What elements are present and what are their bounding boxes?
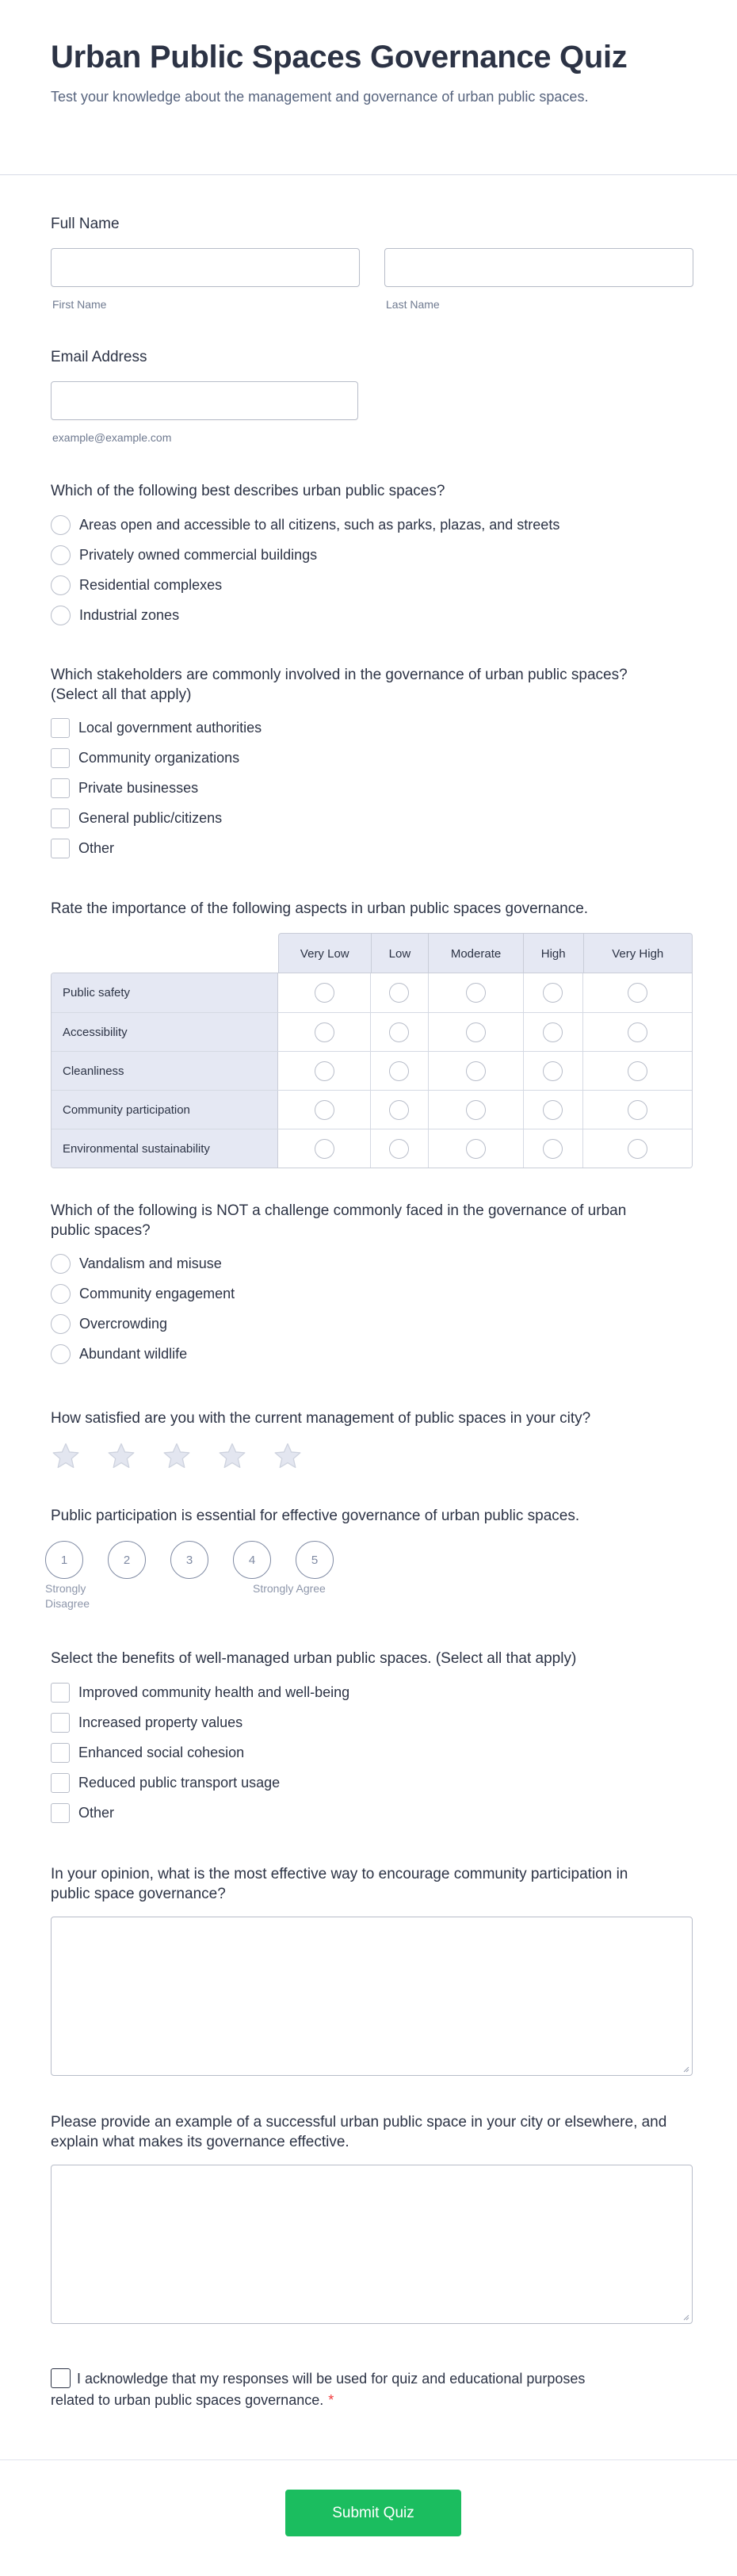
matrix-cell bbox=[428, 1129, 523, 1168]
q9-textarea[interactable] bbox=[51, 2165, 693, 2324]
option-label: General public/citizens bbox=[78, 809, 223, 826]
matrix-radio-button[interactable] bbox=[315, 983, 334, 1003]
checkbox[interactable] bbox=[51, 839, 70, 858]
radio-button[interactable] bbox=[51, 1254, 71, 1274]
matrix-row-label: Cleanliness bbox=[52, 1052, 278, 1090]
matrix-radio-button[interactable] bbox=[466, 1100, 486, 1120]
option-label: Privately owned commercial buildings bbox=[79, 546, 318, 563]
first-name-input[interactable] bbox=[51, 248, 360, 287]
q7-option[interactable] bbox=[51, 1771, 280, 1794]
option-label: Other bbox=[78, 839, 115, 856]
q1-option[interactable] bbox=[51, 544, 317, 566]
resize-grip-icon[interactable] bbox=[682, 2313, 689, 2321]
q4-label: Which of the following is NOT a challenge commonly faced in the governance of urban public spaces? bbox=[51, 1202, 627, 1239]
matrix-cell bbox=[370, 1052, 428, 1090]
checkbox[interactable] bbox=[51, 718, 70, 738]
matrix-radio-button[interactable] bbox=[466, 983, 486, 1003]
checkbox[interactable] bbox=[51, 1713, 70, 1733]
matrix-cell bbox=[278, 1052, 370, 1090]
matrix-column-header: Very High bbox=[583, 934, 692, 973]
q2-option[interactable] bbox=[51, 777, 198, 799]
matrix-cell bbox=[582, 1052, 692, 1090]
scale-option[interactable]: 4 bbox=[233, 1541, 271, 1579]
radio-button[interactable] bbox=[51, 515, 71, 535]
matrix-cell bbox=[370, 1129, 428, 1168]
q1-option[interactable] bbox=[51, 514, 559, 536]
option-label: Increased property values bbox=[78, 1714, 243, 1730]
matrix-cell bbox=[582, 1091, 692, 1129]
option-label: Local government authorities bbox=[78, 719, 262, 736]
form-subtitle: Test your knowledge about the management and governance of urban public spaces. bbox=[51, 89, 589, 105]
matrix-radio-button[interactable] bbox=[543, 1100, 563, 1120]
matrix-radio-button[interactable] bbox=[389, 1022, 409, 1042]
scale-option[interactable]: 2 bbox=[108, 1541, 146, 1579]
matrix-radio-button[interactable] bbox=[543, 1139, 563, 1159]
matrix-radio-button[interactable] bbox=[315, 1061, 334, 1081]
matrix-radio-button[interactable] bbox=[628, 983, 647, 1003]
option-label: Industrial zones bbox=[79, 606, 180, 623]
scale-high-label: Strongly Agree bbox=[253, 1582, 326, 1595]
matrix-cell bbox=[370, 1013, 428, 1051]
email-label: Email Address bbox=[51, 349, 147, 365]
q2-option[interactable] bbox=[51, 837, 114, 859]
scale-low-label: Strongly Disagree bbox=[45, 1582, 90, 1610]
q7-option[interactable] bbox=[51, 1681, 349, 1703]
scale-option[interactable]: 3 bbox=[170, 1541, 208, 1579]
required-mark: * bbox=[328, 2392, 334, 2408]
star-icon[interactable] bbox=[217, 1441, 247, 1471]
q7-option[interactable] bbox=[51, 1711, 242, 1733]
submit-button[interactable]: Submit Quiz bbox=[285, 2490, 461, 2536]
acknowledge-checkbox[interactable] bbox=[51, 2368, 71, 2388]
matrix-row bbox=[52, 973, 692, 1012]
matrix-row-label: Community participation bbox=[52, 1091, 278, 1129]
last-name-sublabel: Last Name bbox=[386, 298, 440, 311]
checkbox[interactable] bbox=[51, 1683, 70, 1703]
matrix-cell bbox=[428, 973, 523, 1012]
radio-button[interactable] bbox=[51, 1314, 71, 1334]
matrix-row bbox=[52, 1129, 692, 1168]
matrix-radio-button[interactable] bbox=[628, 1139, 647, 1159]
radio-button[interactable] bbox=[51, 606, 71, 625]
last-name-input[interactable] bbox=[384, 248, 693, 287]
checkbox[interactable] bbox=[51, 1743, 70, 1763]
matrix-radio-button[interactable] bbox=[466, 1022, 486, 1042]
matrix-row-label: Public safety bbox=[52, 973, 278, 1012]
q7-option[interactable] bbox=[51, 1802, 114, 1824]
q4-option[interactable] bbox=[51, 1282, 235, 1305]
first-name-sublabel: First Name bbox=[52, 298, 107, 311]
q2-option[interactable] bbox=[51, 807, 222, 829]
checkbox[interactable] bbox=[51, 1773, 70, 1793]
matrix-cell bbox=[582, 1129, 692, 1168]
option-label: Abundant wildlife bbox=[79, 1345, 188, 1362]
radio-button[interactable] bbox=[51, 575, 71, 595]
q4-option[interactable] bbox=[51, 1343, 187, 1365]
checkbox[interactable] bbox=[51, 1803, 70, 1823]
q1-option[interactable] bbox=[51, 604, 179, 626]
matrix-row bbox=[52, 1090, 692, 1129]
matrix-label: Rate the importance of the following aspects in urban public spaces governance. bbox=[51, 900, 589, 917]
option-label: Community organizations bbox=[78, 749, 240, 766]
matrix-radio-button[interactable] bbox=[389, 983, 409, 1003]
matrix-cell bbox=[582, 973, 692, 1012]
form-title: Urban Public Spaces Governance Quiz bbox=[51, 40, 628, 75]
star-icon[interactable] bbox=[273, 1441, 303, 1471]
matrix-radio-button[interactable] bbox=[628, 1022, 647, 1042]
q8-label: In your opinion, what is the most effective way to encourage community participation in public space governance? bbox=[51, 1866, 628, 1902]
option-label: Overcrowding bbox=[79, 1315, 168, 1332]
matrix-cell bbox=[523, 1129, 583, 1168]
email-input[interactable] bbox=[51, 381, 358, 420]
radio-button[interactable] bbox=[51, 1284, 71, 1304]
matrix-column-header: Low bbox=[371, 934, 429, 973]
option-label: Improved community health and well-being bbox=[78, 1684, 350, 1700]
matrix-radio-button[interactable] bbox=[543, 983, 563, 1003]
option-label: Reduced public transport usage bbox=[78, 1774, 281, 1791]
matrix-radio-button[interactable] bbox=[315, 1022, 334, 1042]
matrix-radio-button[interactable] bbox=[466, 1139, 486, 1159]
scale-label: Public participation is essential for effective governance of urban public spaces. bbox=[51, 1508, 580, 1524]
checkbox[interactable] bbox=[51, 778, 70, 798]
matrix-row bbox=[52, 1012, 692, 1051]
matrix-row-label: Environmental sustainability bbox=[52, 1129, 278, 1168]
q1-label: Which of the following best describes urban public spaces? bbox=[51, 483, 445, 499]
matrix-cell bbox=[523, 973, 583, 1012]
checkbox[interactable] bbox=[51, 748, 70, 768]
q2-label: Which stakeholders are commonly involved in the governance of urban public spaces? (Select all that apply) bbox=[51, 667, 628, 703]
option-label: Other bbox=[78, 1804, 115, 1821]
full-name-label: Full Name bbox=[51, 216, 120, 232]
matrix-cell bbox=[370, 973, 428, 1012]
acknowledge-text: I acknowledge that my responses will be used for quiz and educational purposes related to urban public spaces governance. bbox=[51, 2371, 586, 2408]
matrix-radio-button[interactable] bbox=[466, 1061, 486, 1081]
matrix-cell bbox=[523, 1091, 583, 1129]
q2-option[interactable] bbox=[51, 717, 262, 739]
q4-option[interactable] bbox=[51, 1313, 167, 1335]
option-label: Community engagement bbox=[79, 1285, 235, 1301]
option-label: Vandalism and misuse bbox=[79, 1255, 222, 1271]
matrix-radio-button[interactable] bbox=[389, 1100, 409, 1120]
matrix-cell bbox=[523, 1013, 583, 1051]
q8-textarea[interactable] bbox=[51, 1917, 693, 2076]
matrix-column-header: Moderate bbox=[428, 934, 523, 973]
q1-option[interactable] bbox=[51, 574, 222, 596]
matrix-cell bbox=[278, 1013, 370, 1051]
scale-option[interactable]: 5 bbox=[296, 1541, 334, 1579]
matrix-radio-button[interactable] bbox=[315, 1139, 334, 1159]
matrix-radio-button[interactable] bbox=[628, 1100, 647, 1120]
option-label: Enhanced social cohesion bbox=[78, 1744, 245, 1760]
email-sublabel: example@example.com bbox=[52, 431, 172, 444]
matrix-radio-button[interactable] bbox=[389, 1139, 409, 1159]
option-label: Areas open and accessible to all citizens, such as parks, plazas, and streets bbox=[79, 516, 560, 533]
matrix-cell bbox=[278, 973, 370, 1012]
matrix-cell bbox=[278, 1129, 370, 1168]
q9-label: Please provide an example of a successful urban public space in your city or elsewhere, and explain what makes its governance effective. bbox=[51, 2114, 667, 2150]
footer-divider bbox=[0, 2459, 737, 2460]
radio-button[interactable] bbox=[51, 545, 71, 565]
star-icon[interactable] bbox=[162, 1441, 192, 1471]
resize-grip-icon[interactable] bbox=[682, 2065, 689, 2073]
matrix-radio-button[interactable] bbox=[543, 1061, 563, 1081]
matrix-radio-button[interactable] bbox=[315, 1100, 334, 1120]
acknowledgement[interactable] bbox=[51, 2368, 621, 2411]
star-rating bbox=[51, 1441, 328, 1471]
matrix-radio-button[interactable] bbox=[389, 1061, 409, 1081]
matrix-cell bbox=[428, 1013, 523, 1051]
q4-option[interactable] bbox=[51, 1252, 222, 1275]
matrix-cell bbox=[523, 1052, 583, 1090]
matrix-cell bbox=[428, 1091, 523, 1129]
rating-label: How satisfied are you with the current management of public spaces in your city? bbox=[51, 1410, 591, 1427]
q7-label: Select the benefits of well-managed urban public spaces. (Select all that apply) bbox=[51, 1650, 577, 1667]
matrix-cell bbox=[278, 1091, 370, 1129]
matrix-column-header: Very Low bbox=[300, 946, 349, 961]
matrix-row-label: Accessibility bbox=[52, 1013, 278, 1051]
matrix-cell bbox=[428, 1052, 523, 1090]
option-label: Residential complexes bbox=[79, 576, 223, 593]
matrix-cell bbox=[370, 1091, 428, 1129]
scale-rating bbox=[45, 1541, 358, 1579]
radio-button[interactable] bbox=[51, 1344, 71, 1364]
scale-option[interactable]: 1 bbox=[45, 1541, 83, 1579]
q7-option[interactable] bbox=[51, 1741, 244, 1764]
form-header bbox=[0, 0, 737, 175]
matrix-radio-button[interactable] bbox=[543, 1022, 563, 1042]
matrix-row bbox=[52, 1051, 692, 1090]
star-icon[interactable] bbox=[51, 1441, 81, 1471]
matrix-cell bbox=[582, 1013, 692, 1051]
matrix-body bbox=[51, 973, 693, 1168]
q2-option[interactable] bbox=[51, 747, 239, 769]
option-label: Private businesses bbox=[78, 779, 199, 796]
checkbox[interactable] bbox=[51, 808, 70, 828]
matrix-radio-button[interactable] bbox=[628, 1061, 647, 1081]
matrix-column-header: High bbox=[523, 934, 583, 973]
matrix-header bbox=[278, 933, 693, 973]
star-icon[interactable] bbox=[106, 1441, 136, 1471]
